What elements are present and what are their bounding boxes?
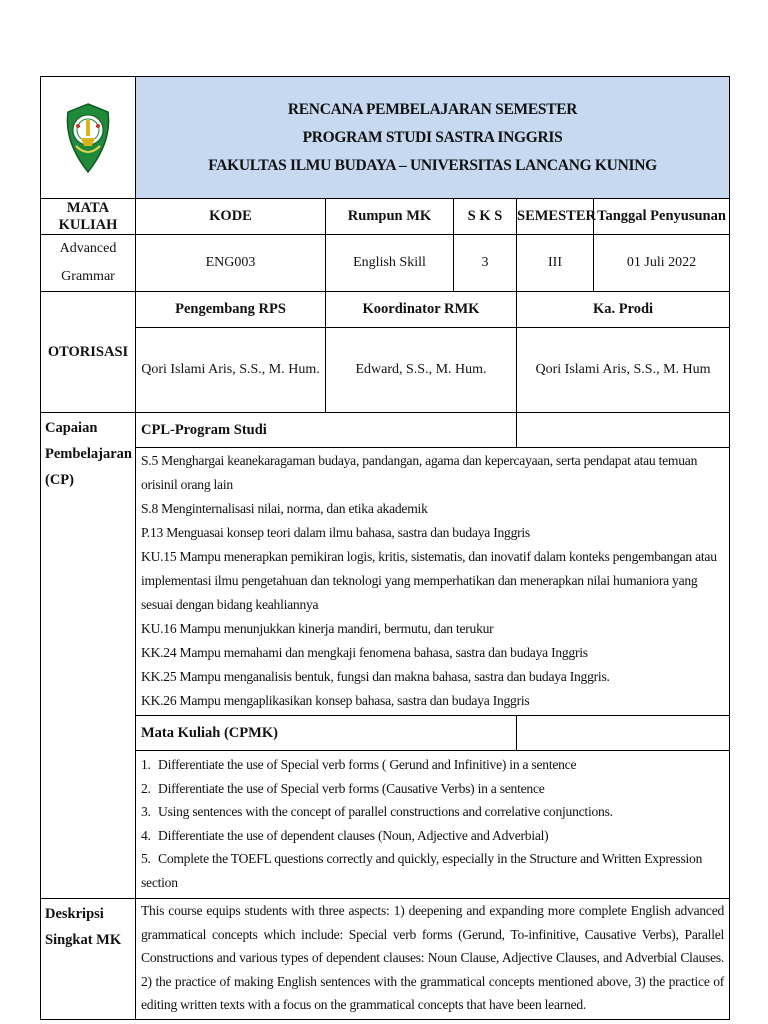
cpl-heading-blank — [517, 413, 730, 448]
list-item: S.5 Menghargai keanekaragaman budaya, pandangan, agama dan kepercayaan, serta pendapat atau temuan orisinil orang lain — [141, 453, 698, 492]
col-header-kode: KODE — [136, 199, 326, 235]
list-item: S.8 Menginternalisasi nilai, norma, dan etika akademik — [141, 501, 428, 516]
cpmk-heading-blank — [517, 716, 730, 751]
list-item: KK.26 Mampu mengaplikasikan konsep bahasa, sastra dan budaya Inggris — [141, 693, 530, 708]
tanggal-value: 01 Juli 2022 — [594, 235, 730, 292]
course-name-value: Advanced Grammar — [41, 235, 136, 292]
ka-prodi-value: Qori Islami Aris, S.S., M. Hum — [517, 328, 730, 413]
list-item: KK.24 Mampu memahami dan mengkaji fenomena bahasa, sastra dan budaya Inggris — [141, 645, 588, 660]
otorisasi-label: OTORISASI — [41, 292, 136, 413]
ka-prodi-header: Ka. Prodi — [517, 292, 730, 328]
semester-value: III — [517, 235, 594, 292]
deskripsi-text: This course equips students with three aspects: 1) deepening and expanding more complete English advanced grammatical concepts which include: Special verb forms (Gerund, To-infinitive, Causative Verbs), Parallel Constructions and various types of dependent clauses: Noun Clause, Adjective Clauses, and Adverbial Clauses. 2) the practice of making English sentences with the grammatical concepts mentioned above, 3) the practice of editing written texts with a focus on the grammatical concepts that have been learned. — [136, 899, 730, 1020]
cpmk-heading: Mata Kuliah (CPMK) — [136, 716, 517, 751]
list-item: 2. Differentiate the use of Special verb forms (Causative Verbs) in a sentence — [141, 780, 545, 796]
rps-table — [40, 76, 730, 1020]
col-header-mata-kuliah: MATA KULIAH — [41, 199, 136, 235]
course-code-value: ENG003 — [136, 235, 326, 292]
col-header-tanggal: Tanggal Penyusunan — [594, 199, 730, 235]
cpmk-list — [136, 751, 730, 899]
sks-value: 3 — [454, 235, 517, 292]
list-item: 1. Differentiate the use of Special verb forms ( Gerund and Infinitive) in a sentence — [141, 757, 577, 772]
list-item: P.13 Menguasai konsep teori dalam ilmu bahasa, sastra dan budaya Inggris — [141, 525, 530, 540]
list-item: KK.25 Mampu menganalisis bentuk, fungsi dan makna bahasa, sastra dan budaya Inggris. — [141, 669, 610, 684]
col-header-sks: S K S — [454, 199, 517, 235]
deskripsi-label: Deskripsi Singkat MK — [41, 899, 136, 1020]
program-title: PROGRAM STUDI SASTRA INGGRIS — [302, 128, 563, 146]
koordinator-rmk-header: Koordinator RMK — [326, 292, 517, 328]
rps-document — [40, 76, 729, 1020]
col-header-rumpun-mk: Rumpun MK — [326, 199, 454, 235]
list-item: 5. Complete the TOEFL questions correctly and quickly, especially in the Structure and Written Expression section — [141, 851, 703, 890]
faculty-title: FAKULTAS ILMU BUDAYA – UNIVERSITAS LANCANG KUNING — [208, 156, 657, 174]
list-item: KU.15 Mampu menerapkan pemikiran logis, kritis, sistematis, dan inovatif dalam konteks pengembangan atau implementasi ilmu pengetahuan dan teknologi yang memperhatikan dan menerapkan nilai humaniora yang sesuai dengan bidang keahliannya — [141, 549, 717, 612]
list-item: 4. Differentiate the use of dependent clauses (Noun, Adjective and Adverbial) — [141, 827, 549, 843]
koordinator-rmk-value: Edward, S.S., M. Hum. — [326, 328, 517, 413]
pengembang-rps-header: Pengembang RPS — [136, 292, 326, 328]
rumpun-value: English Skill — [326, 235, 454, 292]
cpl-list — [136, 448, 730, 716]
document-title: RENCANA PEMBELAJARAN SEMESTER — [287, 100, 578, 118]
capaian-pembelajaran-label: Capaian Pembelajaran (CP) — [41, 413, 136, 899]
university-logo-cell — [41, 77, 136, 199]
col-header-semester: SEMESTER — [517, 199, 594, 235]
pengembang-rps-value: Qori Islami Aris, S.S., M. Hum. — [136, 328, 326, 413]
cpl-heading: CPL-Program Studi — [136, 413, 517, 448]
list-item: KU.16 Mampu menunjukkan kinerja mandiri, bermutu, dan terukur — [141, 621, 494, 636]
document-title-block — [136, 77, 730, 199]
list-item: 3. Using sentences with the concept of parallel constructions and correlative conjunctions. — [141, 804, 613, 819]
university-logo-icon — [62, 102, 114, 174]
